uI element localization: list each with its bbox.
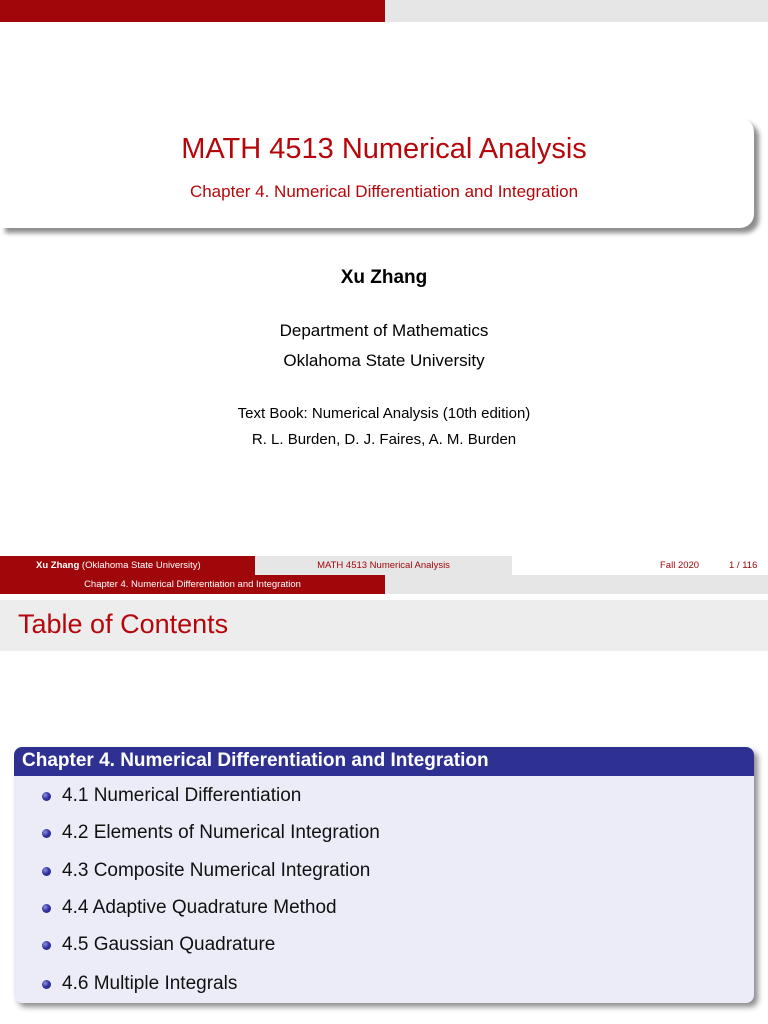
chapter-block bbox=[14, 747, 754, 1003]
presentation-subtitle: Chapter 4. Numerical Differentiation and Integration bbox=[189, 182, 579, 201]
author-name: Xu Zhang bbox=[340, 267, 428, 288]
top-bar-gray bbox=[385, 0, 768, 22]
footer-date: Fall 2020 bbox=[660, 560, 700, 571]
footer-page-number: 1 / 116 bbox=[729, 560, 758, 571]
footer-course: MATH 4513 Numerical Analysis bbox=[255, 556, 512, 575]
university: Oklahoma State University bbox=[283, 351, 485, 370]
bullet-icon bbox=[42, 904, 51, 913]
toc-title: Table of Contents bbox=[18, 609, 229, 639]
footer-author: Xu Zhang bbox=[36, 560, 80, 571]
toc-item-label: 4.6 Multiple Integrals bbox=[62, 973, 238, 994]
textbook-authors: R. L. Burden, D. J. Faires, A. M. Burden bbox=[251, 431, 517, 448]
bullet-icon bbox=[42, 792, 51, 801]
toc-item-label: 4.3 Composite Numerical Integration bbox=[62, 860, 371, 881]
bullet-icon bbox=[42, 867, 51, 876]
top-bar-accent bbox=[0, 0, 385, 22]
department: Department of Mathematics bbox=[279, 321, 489, 340]
textbook-line: Text Book: Numerical Analysis (10th edition) bbox=[237, 405, 531, 422]
toc-item-label: 4.2 Elements of Numerical Integration bbox=[62, 822, 380, 843]
toc-item-label: 4.5 Gaussian Quadrature bbox=[62, 934, 276, 955]
toc-item-label: 4.4 Adaptive Quadrature Method bbox=[62, 897, 337, 918]
footer-affiliation: (Oklahoma State University) bbox=[81, 560, 201, 571]
footer-chapter: Chapter 4. Numerical Differentiation and Integration bbox=[0, 575, 385, 594]
bullet-icon bbox=[42, 941, 51, 950]
footer-author-box bbox=[0, 556, 255, 575]
presentation-title: MATH 4513 Numerical Analysis bbox=[181, 133, 587, 165]
toc-item-label: 4.1 Numerical Differentiation bbox=[62, 785, 302, 806]
footer-chapter-gray bbox=[385, 575, 768, 594]
chapter-block-title: Chapter 4. Numerical Differentiation and Integration bbox=[22, 750, 489, 771]
bullet-icon bbox=[42, 980, 51, 989]
bullet-icon bbox=[42, 829, 51, 838]
